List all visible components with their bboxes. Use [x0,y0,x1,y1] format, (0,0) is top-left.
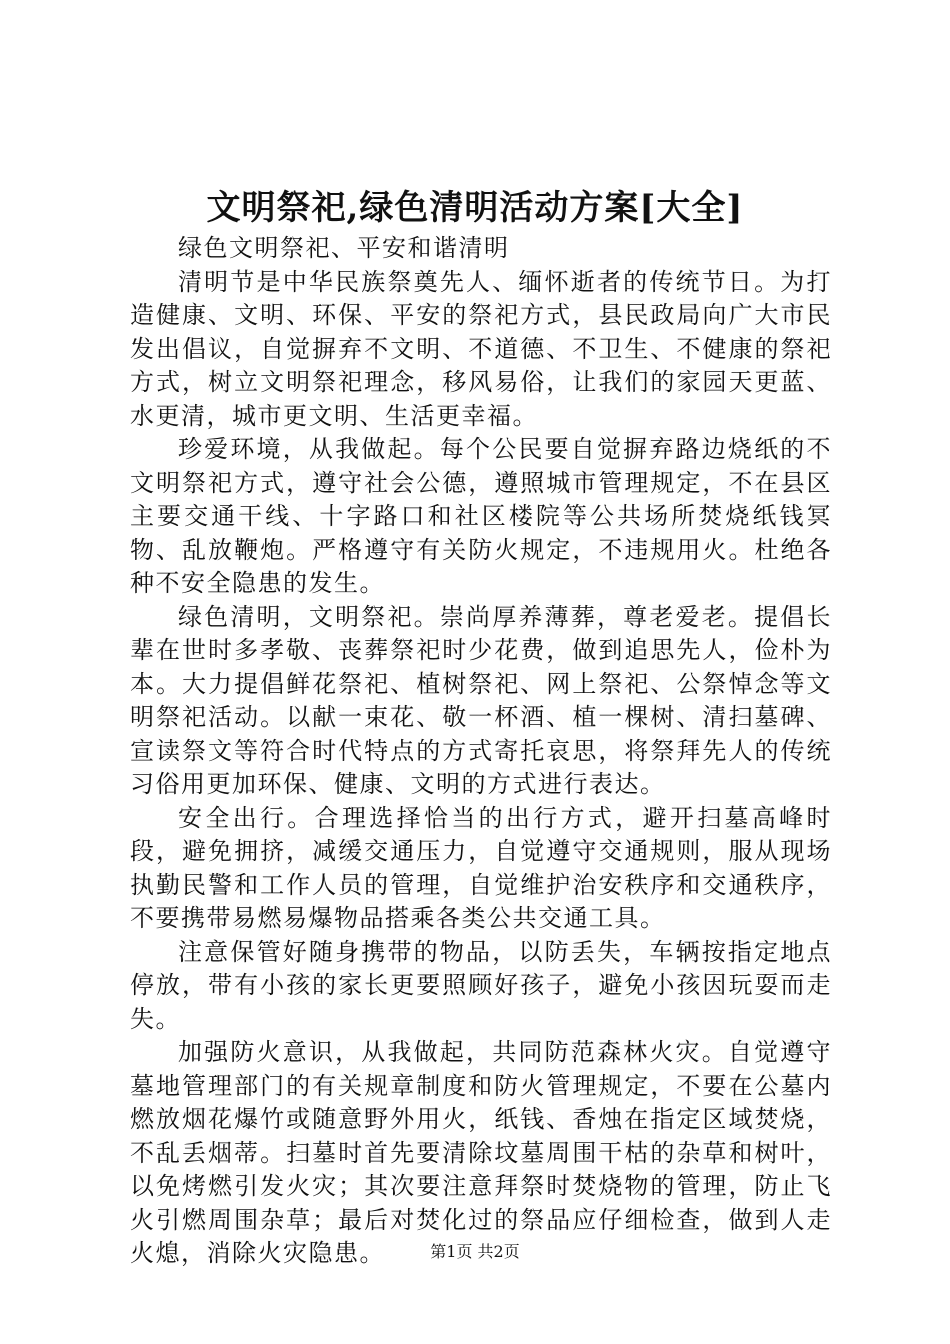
paragraph-intro: 清明节是中华民族祭奠先人、缅怀逝者的传统节日。为打造健康、文明、环保、平安的祭祀方式，县民政局向广大市民发出倡议，自觉摒弃不文明、不道德、不卫生、不健康的祭祀方式，树立文明祭祀理念，移风易俗，让我们的家园天更蓝、水更清，城市更文明、生活更幸福。 [130,267,832,430]
document-body [130,232,832,1271]
paragraph-fire-prevention: 加强防火意识，从我做起，共同防范森林火灾。自觉遵守墓地管理部门的有关规章制度和防火管理规定，不要在公墓内燃放烟花爆竹或随意野外用火，纸钱、香烛在指定区域焚烧，不乱丢烟蒂。扫墓时首先要清除坟墓周围干枯的杂草和树叶，以免烤燃引发火灾；其次要注意拜祭时焚烧物的管理，防止飞火引燃周围杂草；最后对焚化过的祭品应仔细检查，做到人走火熄，消除火灾隐患。 [130,1038,832,1267]
paragraph-belongings: 注意保管好随身携带的物品，以防丢失，车辆按指定地点停放，带有小孩的家长更要照顾好孩子，避免小孩因玩耍而走失。 [130,937,832,1033]
document-title: 文明祭祀,绿色清明活动方案[大全] [206,188,744,228]
paragraph-environment: 珍爱环境，从我做起。每个公民要自觉摒弃路边烧纸的不文明祭祀方式，遵守社会公德，遵照城市管理规定，不在县区主要交通干线、十字路口和社区楼院等公共场所焚烧纸钱冥物、乱放鞭炮。严格遵守有关防火规定，不违规用火。杜绝各种不安全隐患的发生。 [130,435,832,597]
paragraph-safe-travel: 安全出行。合理选择恰当的出行方式，避开扫墓高峰时段，避免拥挤，减缓交通压力，自觉遵守交通规则，服从现场执勤民警和工作人员的管理，自觉维护治安秩序和交通秩序，不要携带易燃易爆物品搭乘各类公共交通工具。 [130,803,832,932]
paragraph-subtitle: 绿色文明祭祀、平安和谐清明 [178,234,510,262]
page-number: 第1页 共2页 [430,1242,520,1261]
paragraph-green-qingming: 绿色清明，文明祭祀。崇尚厚养薄葬，尊老爱老。提倡长辈在世时多孝敬、丧葬祭祀时少花费，做到追思先人，俭朴为本。大力提倡鲜花祭祀、植树祭祀、网上祭祀、公祭悼念等文明祭祀活动。以献一束花、敬一杯酒、植一棵树、清扫墓碑、宣读祭文等符合时代特点的方式寄托哀思，将祭拜先人的传统习俗用更加环保、健康、文明的方式进行表达。 [130,602,832,798]
